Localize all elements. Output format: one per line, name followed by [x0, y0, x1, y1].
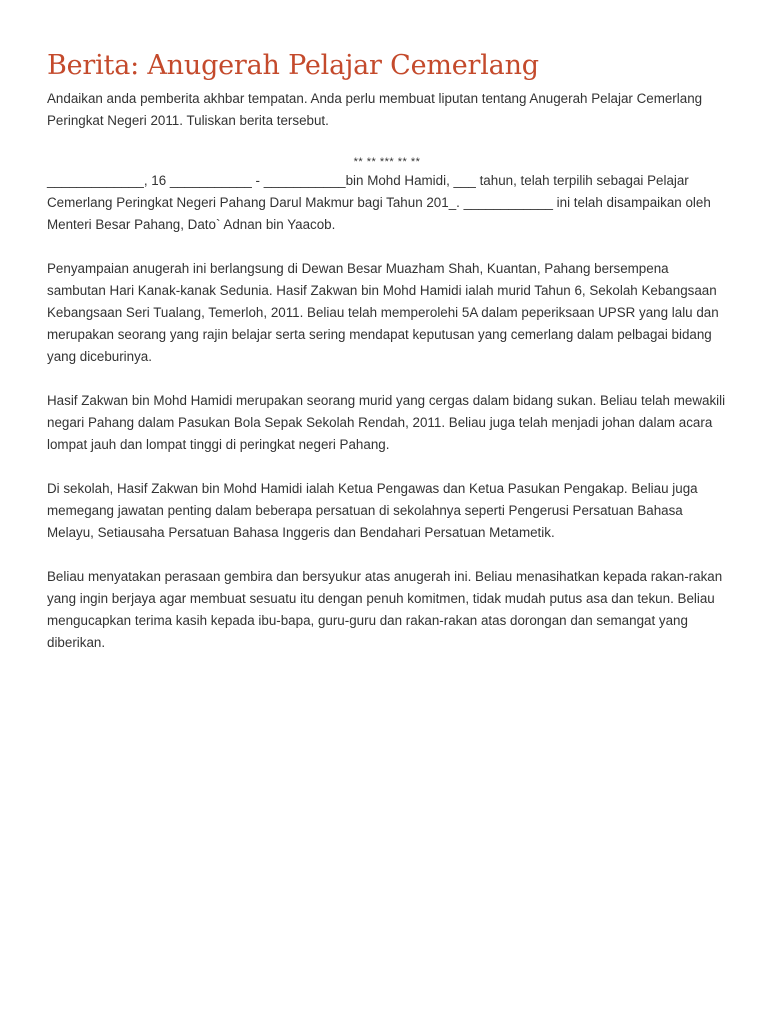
body-paragraph-2: Penyampaian anugerah ini berlangsung di Dewan Besar Muazham Shah, Kuantan, Pahang bersempena sambutan Hari Kanak-kanak Sedunia. Hasif Zakwan bin Mohd Hamidi ialah murid Tahun 6, Sekolah Kebangsaan Kebangsaan Seri Tualang, Temerloh, 2011. Beliau telah memperolehi 5A dalam peperiksaan UPSR yang lalu dan merupakan seorang yang rajin belajar serta sering mendapat keputusan yang cemerlang dalam pelbagai bidang yang diceburinya.	[47, 261, 719, 364]
separator-line: ** ** *** ** **	[353, 156, 421, 168]
document-page	[47, 0, 727, 654]
page-title: Berita: Anugerah Pelajar Cemerlang	[47, 50, 539, 81]
intro-paragraph: Andaikan anda pemberita akhbar tempatan. Anda perlu membuat liputan tentang Anugerah Pelajar Cemerlang Peringkat Negeri 2011. Tuliskan berita tersebut.	[47, 91, 703, 128]
body-paragraph-3: Hasif Zakwan bin Mohd Hamidi merupakan seorang murid yang cergas dalam bidang sukan. Beliau telah mewakili negari Pahang dalam Pasukan Bola Sepak Sekolah Rendah, 2011. Beliau juga telah menjadi johan dalam acara lompat jauh dan lompat tinggi di peringkat negeri Pahang.	[47, 393, 726, 452]
body-paragraph-5: Beliau menyatakan perasaan gembira dan bersyukur atas anugerah ini. Beliau menasihatkan kepada rakan-rakan yang ingin berjaya agar membuat sesuatu itu dengan penuh komitmen, tidak mudah putus asa dan tekun. Beliau mengucapkan terima kasih kepada ibu-bapa, guru-guru dan rakan-rakan atas dorongan dan semangat yang diberikan.	[47, 569, 723, 650]
body-paragraph-1: _____________, 16 ___________ - ___________bin Mohd Hamidi, ___ tahun, telah terpilih sebagai Pelajar Cemerlang Peringkat Negeri Pahang Darul Makmur bagi Tahun 201_. ____________ ini telah disampaikan oleh Menteri Besar Pahang, Dato` Adnan bin Yaacob.	[47, 173, 711, 232]
body-paragraph-4: Di sekolah, Hasif Zakwan bin Mohd Hamidi ialah Ketua Pengawas dan Ketua Pasukan Pengakap. Beliau juga memegang jawatan penting dalam beberapa persatuan di sekolahnya seperti Pengerusi Persatuan Bahasa Melayu, Setiausaha Persatuan Bahasa Inggeris dan Bendahari Persatuan Metametik.	[47, 481, 698, 540]
